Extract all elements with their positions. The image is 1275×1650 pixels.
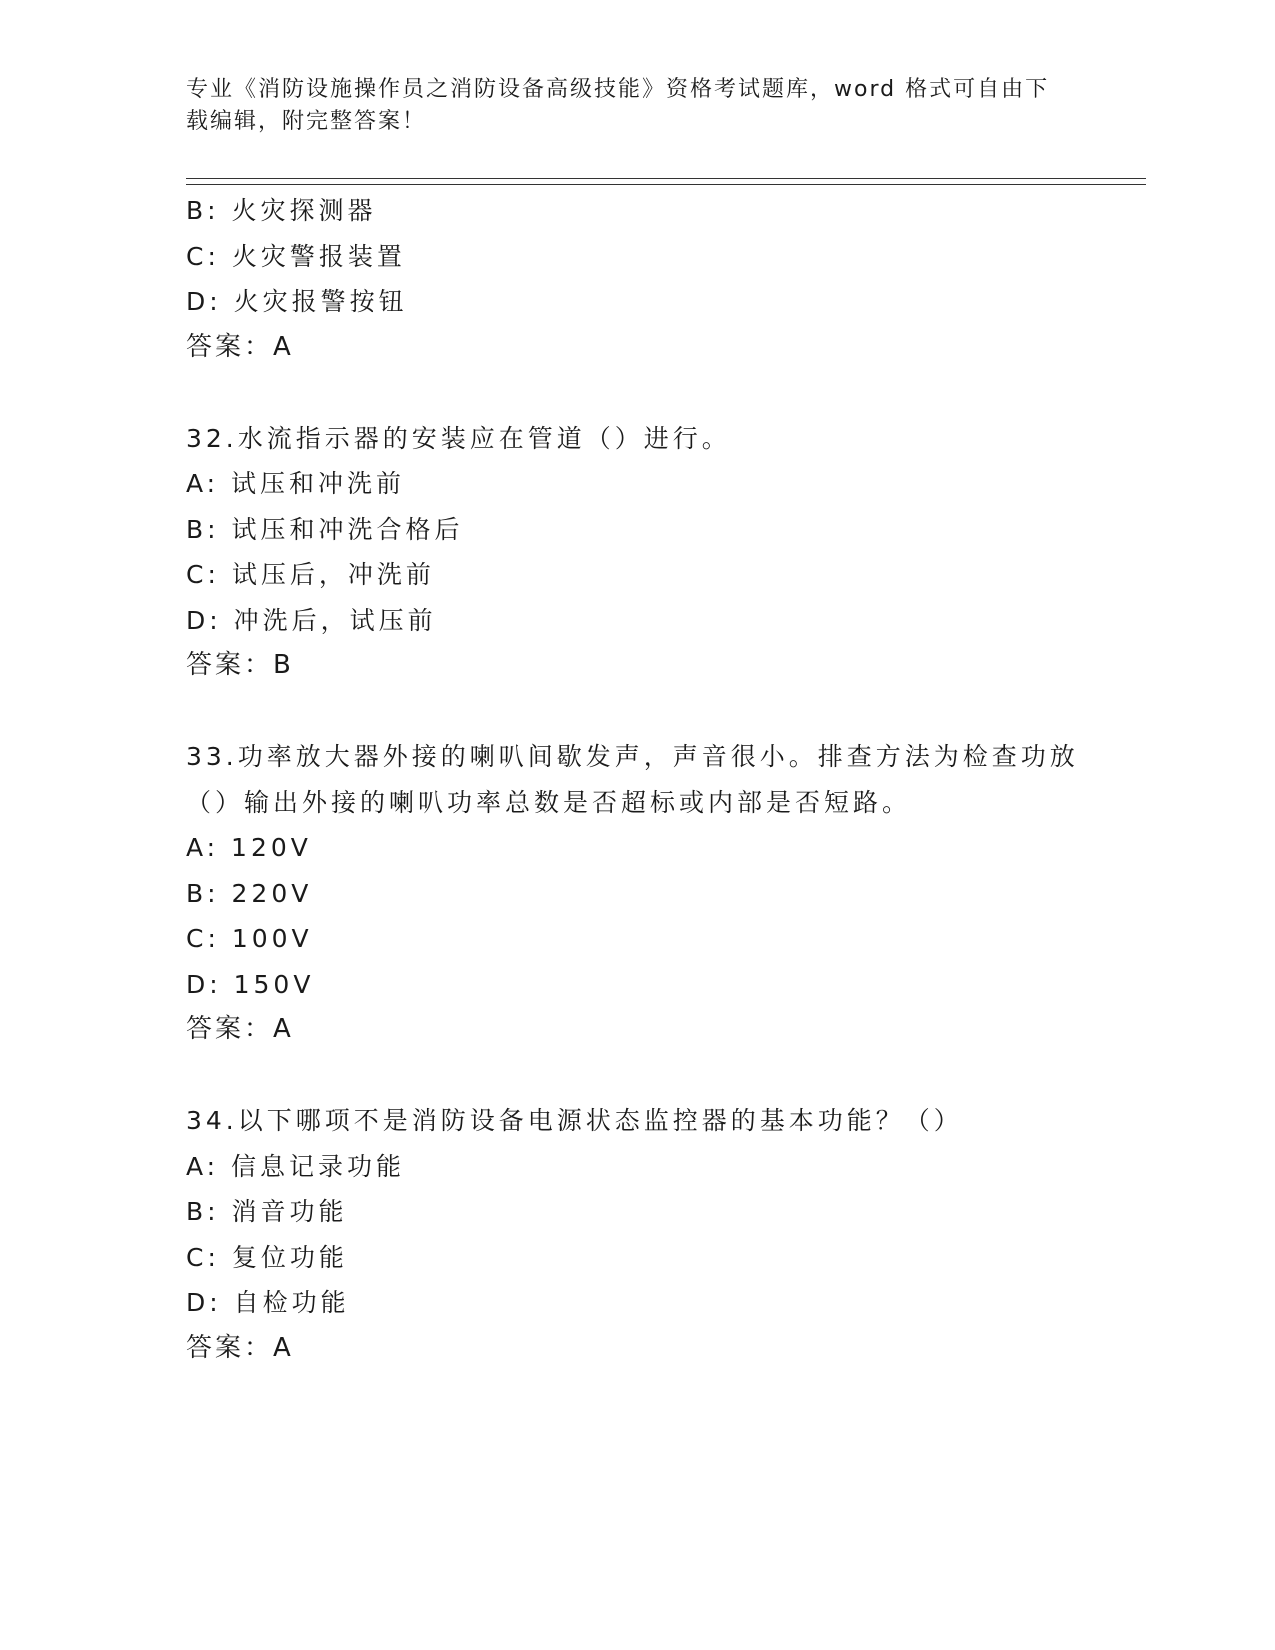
question-list — [186, 188, 1146, 1371]
answer-line: 答案：A — [186, 331, 294, 362]
option-c: C: 火灾警报装置 — [186, 241, 406, 271]
question-stem: 34.以下哪项不是消防设备电源状态监控器的基本功能？（） — [186, 1106, 963, 1135]
question-34 — [186, 1098, 1146, 1371]
option-c: C: 复位功能 — [186, 1242, 348, 1272]
option-b: B: 试压和冲洗合格后 — [186, 514, 464, 544]
option-c: C: 试压后，冲洗前 — [186, 560, 435, 589]
option-b: B: 消音功能 — [186, 1197, 348, 1226]
document-header: 专业《消防设施操作员之消防设备高级技能》资格考试题库，word 格式可自由下载编辑，附完整答案！ — [186, 77, 1050, 134]
option-d: D: 150V — [186, 969, 315, 999]
option-a: A: 120V — [186, 833, 312, 862]
option-a: A: 试压和冲洗前 — [186, 469, 406, 498]
option-b: B: 220V — [186, 878, 313, 908]
question-stem: 32.水流指示器的安装应在管道（）进行。 — [186, 423, 731, 453]
option-c: C: 100V — [186, 924, 313, 953]
question-32 — [186, 416, 1146, 689]
header-divider-bottom — [186, 184, 1146, 185]
header-divider-top — [186, 178, 1146, 179]
answer-line: 答案：A — [186, 1014, 294, 1044]
answer-line: 答案：A — [186, 1332, 294, 1363]
question-stem: 33.功率放大器外接的喇叭间歇发声，声音很小。排查方法为检查功放（）输出外接的喇叭功率总数是否超标或内部是否短路。 — [186, 742, 1079, 817]
option-d: D: 自检功能 — [186, 1288, 350, 1317]
option-d: D: 冲洗后，试压前 — [186, 605, 437, 635]
question-33 — [186, 734, 1146, 1053]
option-d: D: 火灾报警按钮 — [186, 287, 408, 316]
partial-question — [186, 188, 1146, 370]
answer-line: 答案：B — [186, 650, 294, 680]
option-b: B: 火灾探测器 — [186, 196, 377, 225]
option-a: A: 信息记录功能 — [186, 1151, 406, 1181]
